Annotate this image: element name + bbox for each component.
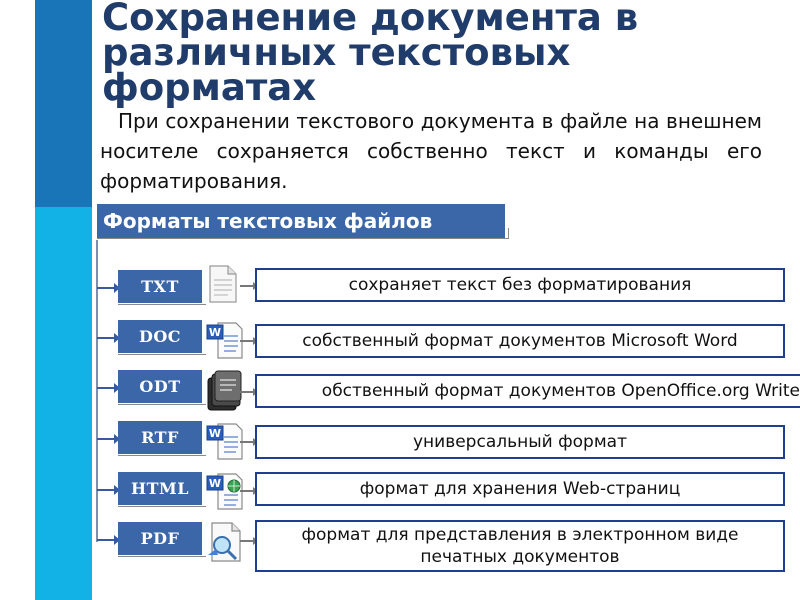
format-description-txt: сохраняет текст без форматирования [255, 268, 785, 302]
connector-arrow [240, 540, 254, 542]
connector-arrow [240, 490, 254, 492]
tree-connector [96, 240, 98, 542]
branch-arrow [97, 438, 115, 440]
format-underline [118, 354, 206, 355]
pdf-document-icon [206, 521, 244, 563]
word-document-icon [206, 421, 244, 461]
format-label-txt: TXT [118, 270, 202, 303]
formats-header: Форматы текстовых файлов [97, 204, 505, 238]
header-underline [97, 238, 509, 239]
word-document-icon [206, 320, 244, 360]
web-page-icon [206, 471, 244, 511]
format-label-doc: DOC [118, 320, 202, 353]
format-label-odt: ODT [118, 370, 202, 403]
format-underline [118, 404, 206, 405]
format-label-html: HTML [118, 472, 202, 505]
sidebar-dark-stripe [35, 0, 92, 207]
page-title: Сохранение документа в различных текстовых форматах [102, 0, 639, 109]
svg-text:W: W [208, 326, 222, 339]
branch-arrow [97, 287, 115, 289]
format-description-doc: собственный формат документов Microsoft Word [255, 324, 785, 358]
format-label-pdf: PDF [118, 522, 202, 555]
text-file-icon [206, 264, 240, 304]
format-underline [118, 556, 206, 557]
branch-arrow [97, 489, 115, 491]
openoffice-icon [206, 370, 244, 412]
connector-arrow [240, 391, 254, 393]
header-corner-line [508, 228, 509, 239]
format-description-html: формат для хранения Web-страниц [255, 472, 785, 506]
format-underline [118, 506, 206, 507]
branch-arrow [97, 337, 115, 339]
format-description-odt: обственный формат документов OpenOffice.org Write [255, 374, 800, 408]
format-description-rtf: универсальный формат [255, 425, 785, 459]
format-underline [118, 455, 206, 456]
branch-arrow [97, 539, 115, 541]
connector-arrow [240, 285, 254, 287]
sidebar-light-stripe [35, 207, 92, 600]
connector-arrow [240, 340, 254, 342]
svg-text:W: W [208, 427, 222, 440]
intro-paragraph: При сохранении текстового документа в файле на внешнем носителе сохраняется собственно текст и команды его форматирования. [100, 109, 762, 193]
format-underline [118, 304, 206, 305]
svg-text:W: W [208, 477, 222, 490]
branch-arrow [97, 387, 115, 389]
format-label-rtf: RTF [118, 421, 202, 454]
connector-arrow [240, 441, 254, 443]
format-description-pdf: формат для представления в электронном виде печатных документов [255, 520, 785, 572]
